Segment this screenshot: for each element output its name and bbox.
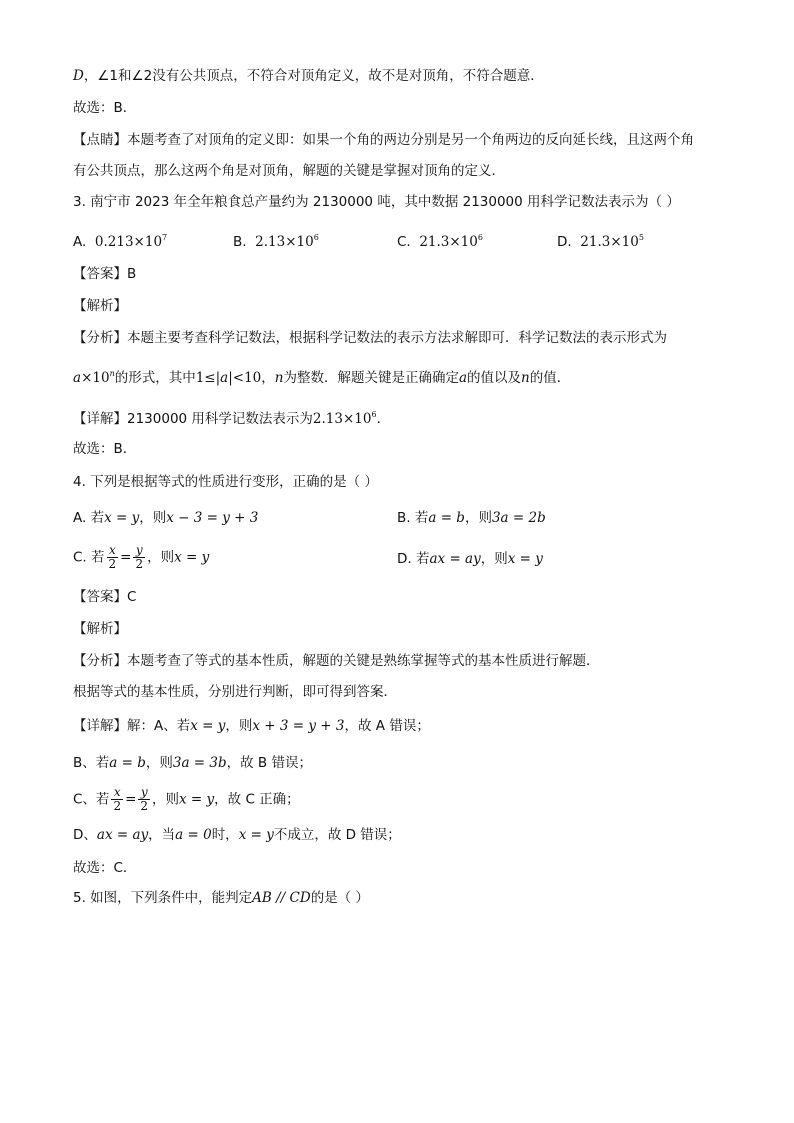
q4-detail-a — [73, 716, 430, 736]
option-letter: B. — [397, 510, 411, 526]
text: 若 — [90, 510, 105, 526]
math: x = y — [190, 718, 226, 734]
q3-detail — [73, 405, 390, 429]
option-letter: D. — [397, 551, 412, 567]
q4-detail-b — [73, 753, 312, 773]
option-value: 21.3×10 — [419, 234, 478, 250]
q4-fenxi-line-2: 根据等式的基本性质，分别进行判断，即可得到答案． — [73, 684, 397, 700]
option-letter: C. — [73, 549, 87, 566]
text: C、若 — [73, 791, 110, 808]
text: 若 — [91, 549, 105, 566]
q3-option-c — [397, 228, 483, 252]
denominator: 2 — [140, 799, 149, 813]
q3-option-b — [233, 228, 319, 252]
text: ， — [261, 370, 275, 386]
fraction — [107, 544, 119, 571]
text: 时， — [211, 827, 239, 843]
denominator: 2 — [135, 557, 144, 571]
q3-analysis-heading: 【解析】 — [73, 298, 127, 314]
option-exponent: 6 — [313, 233, 319, 242]
q4-answer: 【答案】C — [73, 589, 137, 605]
text: ，故 B 错误； — [226, 755, 312, 771]
q4-option-b — [397, 508, 546, 528]
option-value: 0.213×10 — [94, 234, 163, 250]
option-value: 21.3×10 — [580, 234, 639, 250]
option-letter: D. — [557, 234, 572, 250]
fraction — [111, 786, 123, 813]
math: x + 3 = y + 3 — [252, 718, 345, 734]
fraction — [133, 544, 145, 571]
math-n: n — [521, 370, 530, 386]
math-range-lower: 1≤ — [195, 370, 216, 386]
option-exponent: 7 — [162, 233, 168, 242]
p1-text: ，∠1和∠2没有公共顶点，不符合对顶角定义，故不是对顶角，不符合题意． — [83, 68, 544, 84]
math-x10: ×10 — [81, 370, 110, 386]
text: 5. 如图，下列条件中，能判定 — [73, 890, 253, 906]
q4-option-d — [397, 549, 543, 569]
text: 若 — [415, 551, 430, 567]
text: ． — [376, 411, 391, 427]
math-n: n — [274, 370, 284, 386]
numerator: y — [138, 786, 150, 800]
text: ，当 — [148, 827, 176, 843]
denominator: 2 — [113, 799, 122, 813]
q3-answer: 【答案】B — [73, 266, 137, 282]
numerator: x — [111, 786, 123, 800]
math: ax = ay — [429, 551, 481, 567]
p1-line — [73, 66, 544, 86]
text: 为整数．解题关键是正确确定 — [283, 370, 459, 386]
p1-lead: D — [73, 68, 84, 84]
q4-choose: 故选：C． — [73, 860, 137, 876]
math: a = 0 — [175, 827, 212, 843]
q3-option-a — [73, 228, 167, 252]
math: x = y — [104, 510, 140, 526]
math: a = b — [428, 510, 465, 526]
math: ax = ay — [96, 827, 149, 843]
dianjing-line-1: 【点睛】本题考查了对顶角的定义即：如果一个角的两边分别是另一个角两边的反向延长线，且这两个角 — [73, 132, 694, 148]
math: AB // CD — [252, 890, 311, 906]
p2-line: 故选：B． — [73, 100, 137, 116]
math-value: 2.13×10 — [312, 411, 372, 427]
dianjing-line-2: 有公共顶点，那么这两个角是对顶角，解题的关键是掌握对顶角的定义． — [73, 163, 505, 179]
q4-detail-d — [73, 825, 401, 845]
math-abs-a: |a| — [215, 370, 233, 386]
q4-option-c — [73, 544, 209, 571]
math-a: a — [73, 370, 82, 386]
math-a: a — [458, 370, 468, 386]
text: ，故 A 错误； — [344, 718, 430, 734]
math: 3a = 2b — [491, 510, 546, 526]
text: ，则 — [147, 549, 175, 566]
text: ，则 — [145, 755, 173, 771]
equals: = — [125, 791, 137, 808]
text: 【详解】2130000 用科学记数法表示为 — [73, 411, 313, 427]
text: ，则 — [480, 551, 508, 567]
q3-fenxi-line-2 — [73, 364, 570, 388]
text: 的形式，其中 — [114, 370, 196, 386]
numerator: x — [107, 544, 119, 558]
equals: = — [120, 549, 132, 566]
option-value: 2.13×10 — [255, 234, 314, 250]
math-exponent: 6 — [371, 410, 377, 419]
math: 3a = 3b — [172, 755, 227, 771]
math-range-upper: <10 — [232, 370, 262, 386]
text: ，则 — [152, 791, 180, 808]
q3-option-d — [557, 228, 644, 252]
option-letter: C. — [397, 234, 411, 250]
text: 不成立，故 D 错误； — [273, 827, 401, 843]
text: B、若 — [73, 755, 110, 771]
text: 若 — [414, 510, 429, 526]
fraction — [138, 786, 150, 813]
math: x = y — [174, 549, 210, 566]
text: 的值以及 — [467, 370, 522, 386]
math-exponent-n: n — [109, 369, 115, 378]
option-exponent: 5 — [638, 233, 644, 242]
option-letter: B. — [233, 234, 247, 250]
q4-analysis-heading: 【解析】 — [73, 621, 127, 637]
text: ，则 — [464, 510, 492, 526]
math: x = y — [179, 791, 215, 808]
q3-choose: 故选：B． — [73, 441, 137, 457]
option-exponent: 6 — [477, 233, 483, 242]
numerator: y — [133, 544, 145, 558]
q3-fenxi-line-1: 【分析】本题主要考查科学记数法，根据科学记数法的表示方法求解即可．科学记数法的表示形式为 — [73, 330, 667, 346]
text: 的值． — [529, 370, 571, 386]
text: ，故 C 正确； — [214, 791, 300, 808]
text: ，则 — [225, 718, 253, 734]
option-letter: A. — [73, 234, 87, 250]
q3-stem: 3. 南宁市 2023 年全年粮食总产量约为 2130000 吨，其中数据 2130000 用科学记数法表示为（ ） — [73, 194, 680, 210]
option-letter: A. — [73, 510, 87, 526]
q4-fenxi-line-1: 【分析】本题考查了等式的基本性质，解题的关键是熟练掌握等式的基本性质进行解题． — [73, 653, 600, 669]
denominator: 2 — [108, 557, 117, 571]
math: x − 3 = y + 3 — [166, 510, 259, 526]
text: 的是（ ） — [310, 890, 369, 906]
text: D、 — [73, 827, 97, 843]
q5-stem — [73, 888, 369, 908]
math: x = y — [238, 827, 274, 843]
math: x = y — [507, 551, 543, 567]
q4-stem: 4. 下列是根据等式的性质进行变形，正确的是（ ） — [73, 474, 378, 490]
math: a = b — [109, 755, 146, 771]
q4-detail-c — [73, 786, 300, 813]
text: ，则 — [139, 510, 167, 526]
text: 【详解】解：A、若 — [73, 718, 191, 734]
q4-option-a — [73, 508, 258, 528]
